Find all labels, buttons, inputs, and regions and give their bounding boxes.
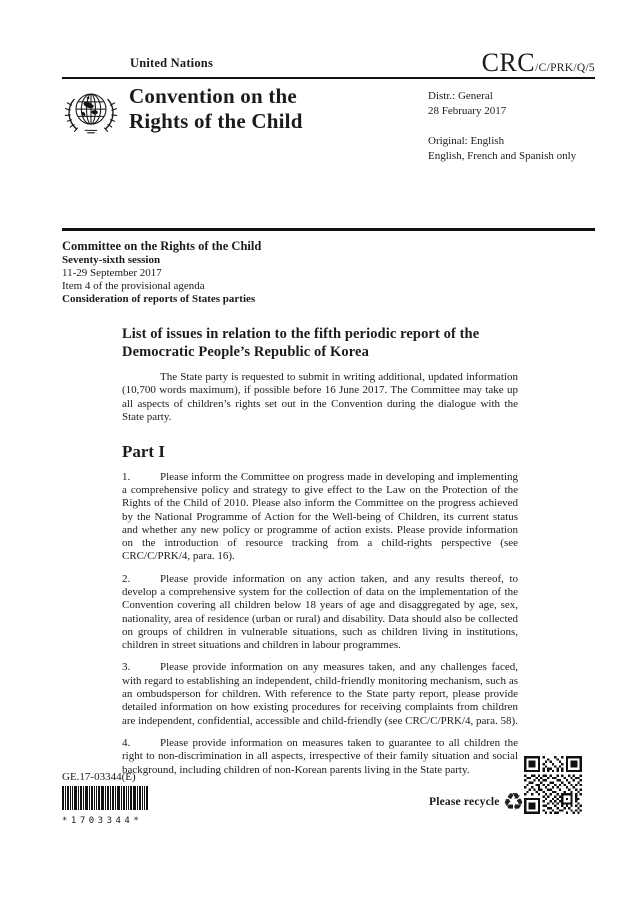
qr-code (524, 756, 582, 814)
masthead-title-line1: Convention on the (129, 84, 297, 108)
paragraph-4 (122, 737, 518, 777)
paragraph-1 (122, 471, 518, 564)
recycle-icon: ♻ (502, 788, 525, 816)
header-rule-thin (62, 77, 595, 79)
agenda-item: Item 4 of the provisional agenda (62, 280, 205, 292)
agenda-title: Consideration of reports of States parties (62, 293, 256, 305)
distribution-block (428, 89, 576, 163)
paragraph-1-number: 1. (122, 470, 131, 483)
paragraph-4-number: 4. (122, 736, 131, 749)
barcode-text: *1703344* (62, 816, 143, 826)
document-symbol (482, 48, 595, 78)
recycle-notice (429, 788, 525, 816)
recycle-label: Please recycle (429, 796, 500, 808)
paragraph-2-number: 2. (122, 572, 131, 585)
united-nations-label: United Nations (130, 56, 214, 70)
barcode (62, 786, 152, 826)
ge-document-number: GE.17-03344(E) (62, 771, 136, 783)
un-emblem-icon (62, 83, 120, 143)
distr-line: Distr.: General (428, 90, 493, 102)
barcode-image (62, 786, 150, 810)
introduction-paragraph: The State party is requested to submit in writing additional, updated information (10,700 words maximum), if possible before 16 June 2017. The Committee may take up all aspects of children’s rights set out in the Convention during the dialogue with the State party. (122, 371, 518, 424)
paragraph-4-text: Please provide information on measures taken to guarantee to all children the right to non-discrimination in all aspects, irrespective of their family situation and social background, including children of non-Korean parents living in the State party. (122, 736, 518, 776)
document-title-line1: List of issues in relation to the fifth periodic report of the (122, 326, 480, 342)
masthead-title-line2: Rights of the Child (129, 109, 303, 133)
session-dates: 11-29 September 2017 (62, 267, 162, 279)
paragraph-3 (122, 661, 518, 727)
original-language-line: Original: English (428, 135, 505, 147)
paragraph-2-text: Please provide information on any action taken, and any results thereof, to develop a comprehensive system for the collection of data on the implementation of the Convention covering all children below 18 years of age and disaggregated by age, sex, nationality, area of residence (urban or rural) and disability. Data should also be collected on groups of children in vulnerable situations, such as children living in institutions, children in street situations and children in labour programmes. (122, 572, 518, 652)
spacer (428, 118, 576, 134)
paragraph-3-number: 3. (122, 661, 131, 674)
committee-name: Committee on the Rights of the Child (62, 239, 262, 253)
paragraph-3-text: Please provide information on any measures taken, and any challenges faced, with regard to establishing an independent, child-friendly monitoring mechanism, such as an ombudsperson for children. With reference to the State party report, please provide detailed information on how existing procedures for receiving complaints from children are independent, confidential, accessible and child-friendly (see CRC/C/PRK/4, para. 58). (122, 661, 518, 727)
date-line: 28 February 2017 (428, 104, 507, 117)
part-1-heading: Part I (122, 441, 165, 461)
main-content (122, 326, 518, 777)
document-title-line2: Democratic People’s Republic of Korea (122, 343, 369, 360)
paragraph-2 (122, 573, 518, 653)
masthead-title (129, 84, 303, 134)
languages-line: English, French and Spanish only (428, 149, 577, 162)
document-symbol-suffix: /C/PRK/Q/5 (535, 62, 595, 74)
session-name: Seventy-sixth session (62, 254, 161, 266)
document-symbol-main: CRC (481, 48, 536, 77)
paragraph-1-text: Please inform the Committee on progress made in developing and implementing a comprehensive policy and strategy to give effect to the Law on the Protection of the Rights of the Child of 2010. Please also inform the Committee on the progress achieved by the National Programme of Action for the Well-being of Children, its current status and whether any new policy or programme of action exists. Please provide information on the introduction of resource tracking from a child-rights perspective (see CRC/C/PRK/4, para. 16). (122, 470, 518, 563)
session-block (62, 238, 261, 306)
masthead-rule-thick (62, 228, 595, 231)
document-title (122, 326, 518, 361)
